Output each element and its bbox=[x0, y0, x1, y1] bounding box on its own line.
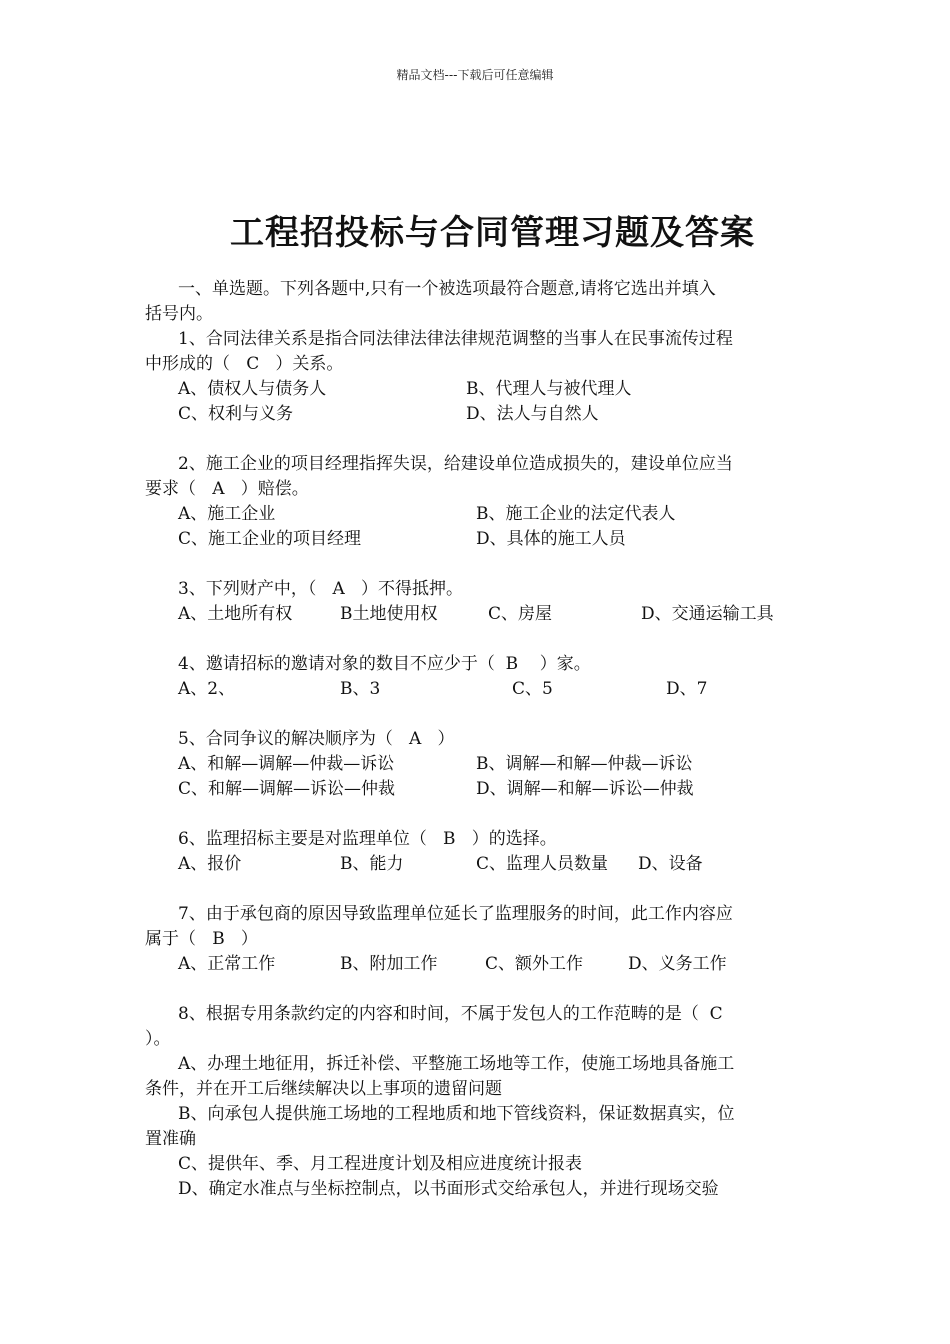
option-text: D、义务工作 bbox=[628, 954, 727, 974]
question-text: 6、监理招标主要是对监理单位（ B ）的选择。 bbox=[178, 829, 557, 849]
intro-line: 括号内。 bbox=[145, 304, 213, 324]
option-text: D、确定水准点与坐标控制点，以书面形式交给承包人，并进行现场交验 bbox=[178, 1179, 719, 1199]
option-text: B、3 bbox=[340, 679, 381, 699]
option-text: D、具体的施工人员 bbox=[476, 529, 626, 549]
option-text: B、施工企业的法定代表人 bbox=[476, 504, 676, 524]
option-text: B、调解—和解—仲裁—诉讼 bbox=[476, 754, 693, 774]
option-text: A、土地所有权 bbox=[178, 604, 293, 624]
option-text: C、房屋 bbox=[488, 604, 553, 624]
option-text: C、额外工作 bbox=[485, 954, 584, 974]
header-note: 精品文档---下载后可任意编辑 bbox=[396, 68, 554, 82]
option-text: D、交通运输工具 bbox=[641, 604, 774, 624]
option-text: A、2、 bbox=[178, 679, 236, 699]
option-text: B土地使用权 bbox=[340, 604, 438, 624]
question-text: 3、下列财产中，（ A ）不得抵押。 bbox=[178, 579, 464, 599]
option-text: B、附加工作 bbox=[340, 954, 438, 974]
option-text: A、施工企业 bbox=[178, 504, 276, 524]
option-text: 置准确 bbox=[145, 1129, 196, 1149]
option-text: D、设备 bbox=[638, 854, 703, 874]
document-title: 工程招投标与合同管理习题及答案 bbox=[230, 213, 755, 253]
option-text: B、向承包人提供施工场地的工程地质和地下管线资料，保证数据真实，位 bbox=[178, 1104, 735, 1124]
option-text: D、7 bbox=[666, 679, 708, 699]
question-text: ）。 bbox=[145, 1029, 171, 1049]
option-text: D、法人与自然人 bbox=[466, 404, 599, 424]
option-text: A、和解—调解—仲裁—诉讼 bbox=[178, 754, 395, 774]
option-text: C、施工企业的项目经理 bbox=[178, 529, 362, 549]
option-text: C、提供年、季、月工程进度计划及相应进度统计报表 bbox=[178, 1154, 583, 1174]
question-text: 7、由于承包商的原因导致监理单位延长了监理服务的时间，此工作内容应 bbox=[178, 904, 733, 924]
question-text: 8、根据专用条款约定的内容和时间，不属于发包人的工作范畴的是（ C bbox=[178, 1004, 723, 1024]
question-text: 中形成的（ C ）关系。 bbox=[145, 354, 344, 374]
option-text: A、报价 bbox=[178, 854, 242, 874]
question-text: 2、施工企业的项目经理指挥失误，给建设单位造成损失的，建设单位应当 bbox=[178, 454, 733, 474]
option-text: C、和解—调解—诉讼—仲裁 bbox=[178, 779, 396, 799]
option-text: B、代理人与被代理人 bbox=[466, 379, 632, 399]
option-text: C、监理人员数量 bbox=[476, 854, 609, 874]
question-text: 要求（ A ）赔偿。 bbox=[145, 479, 309, 499]
intro-line: 一、单选题。下列各题中,只有一个被选项最符合题意,请将它选出并填入 bbox=[178, 279, 716, 299]
option-text: A、债权人与债务人 bbox=[178, 379, 327, 399]
question-text: 4、邀请招标的邀请对象的数目不应少于（ B ）家。 bbox=[178, 654, 591, 674]
option-text: A、正常工作 bbox=[178, 954, 276, 974]
option-text: C、5 bbox=[512, 679, 553, 699]
option-text: B、能力 bbox=[340, 854, 404, 874]
question-text: 属于（ B ） bbox=[145, 929, 258, 949]
option-text: C、权利与义务 bbox=[178, 404, 294, 424]
question-text: 5、合同争议的解决顺序为（ A ） bbox=[178, 729, 455, 749]
option-text: 条件，并在开工后继续解决以上事项的遗留问题 bbox=[145, 1079, 502, 1099]
option-text: A、办理土地征用，拆迁补偿、平整施工场地等工作，使施工场地具备施工 bbox=[178, 1054, 735, 1074]
option-text: D、调解—和解—诉讼—仲裁 bbox=[476, 779, 694, 799]
question-text: 1、合同法律关系是指合同法律法律法律规范调整的当事人在民事流传过程 bbox=[178, 329, 733, 349]
